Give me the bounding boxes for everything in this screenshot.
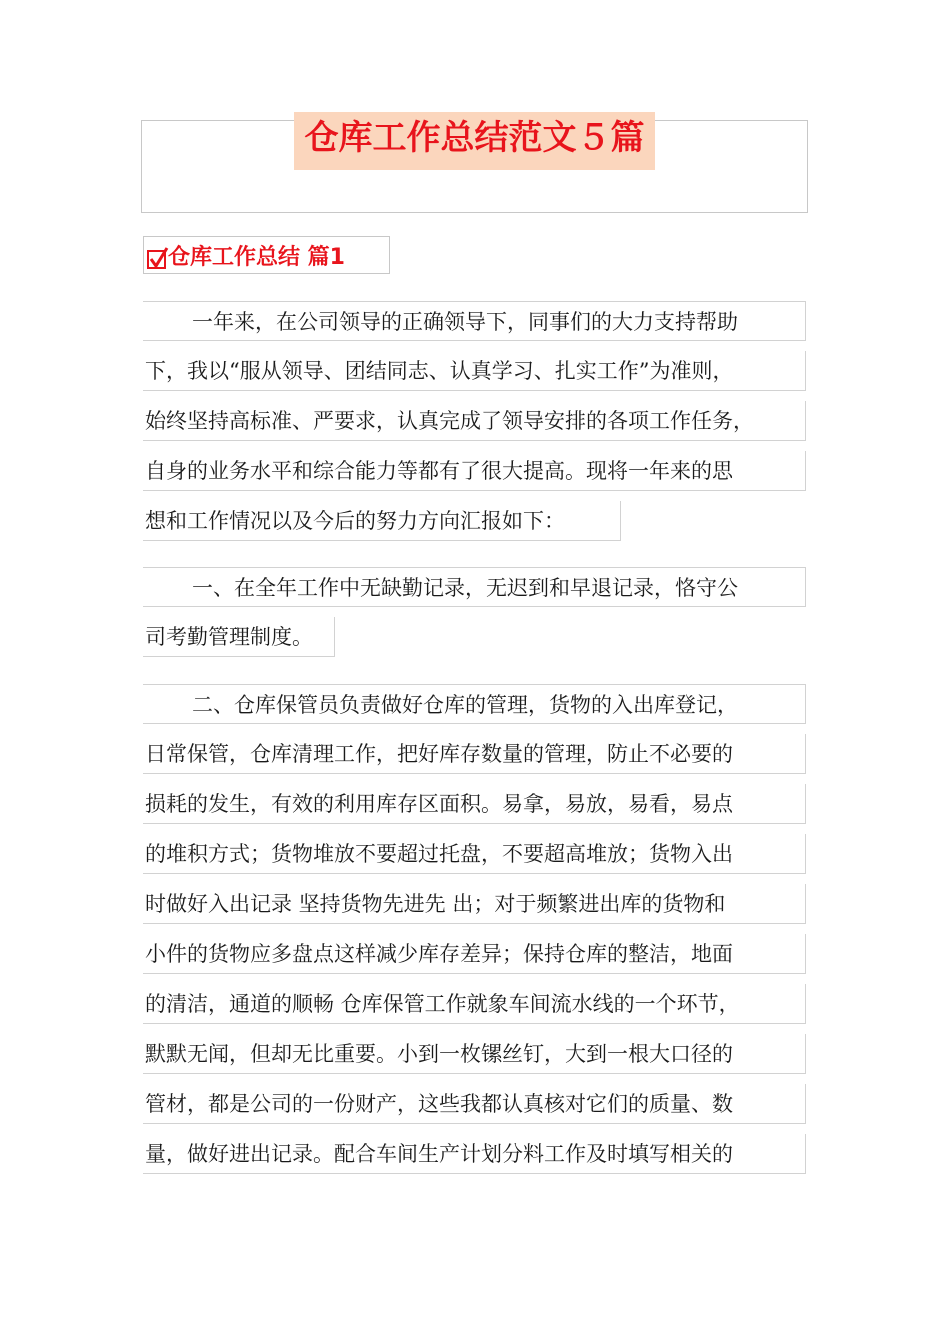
paragraph-3-line-10: 量，做好进出记录。配合车间生产计划分料工作及时填写相关的 (143, 1134, 806, 1174)
checkbox-checked-icon (147, 250, 166, 269)
paragraph-3-line-2: 日常保管，仓库清理工作，把好库存数量的管理，防止不必要的 (143, 734, 806, 774)
paragraph-1-line-2: 下，我以“服从领导、团结同志、认真学习、扎实工作”为准则， (143, 351, 806, 391)
page-title: 仓库工作总结范文５篇 (294, 112, 655, 170)
section-heading (143, 236, 390, 274)
paragraph-1-line-3: 始终坚持高标准、严要求，认真完成了领导安排的各项工作任务， (143, 401, 806, 441)
paragraph-3-line-6: 小件的货物应多盘点这样减少库存差异；保持仓库的整洁，地面 (143, 934, 806, 974)
paragraph-3-line-4: 的堆积方式；货物堆放不要超过托盘，不要超高堆放；货物入出 (143, 834, 806, 874)
paragraph-3-line-9: 管材，都是公司的一份财产，这些我都认真核对它们的质量、数 (143, 1084, 806, 1124)
paragraph-3-line-3: 损耗的发生，有效的利用库存区面积。易拿，易放，易看，易点 (143, 784, 806, 824)
paragraph-2-line-1: 一、在全年工作中无缺勤记录，无迟到和早退记录，恪守公 (143, 567, 806, 607)
paragraph-3-line-7: 的清洁，通道的顺畅 仓库保管工作就象车间流水线的一个环节， (143, 984, 806, 1024)
paragraph-3-line-1: 二、仓库保管员负责做好仓库的管理，货物的入出库登记， (143, 684, 806, 724)
paragraph-2-line-2: 司考勤管理制度。 (143, 617, 335, 657)
paragraph-3-line-8: 默默无闻，但却无比重要。小到一枚镙丝钉，大到一根大口径的 (143, 1034, 806, 1074)
section-heading-text: 仓库工作总结 篇1 (168, 244, 345, 270)
paragraph-1-line-5: 想和工作情况以及今后的努力方向汇报如下： (143, 501, 621, 541)
paragraph-3-line-5: 时做好入出记录 坚持货物先进先 出；对于频繁进出库的货物和 (143, 884, 806, 924)
paragraph-1-line-4: 自身的业务水平和综合能力等都有了很大提高。现将一年来的思 (143, 451, 806, 491)
paragraph-1-line-1: 一年来，在公司领导的正确领导下，同事们的大力支持帮助 (143, 301, 806, 341)
